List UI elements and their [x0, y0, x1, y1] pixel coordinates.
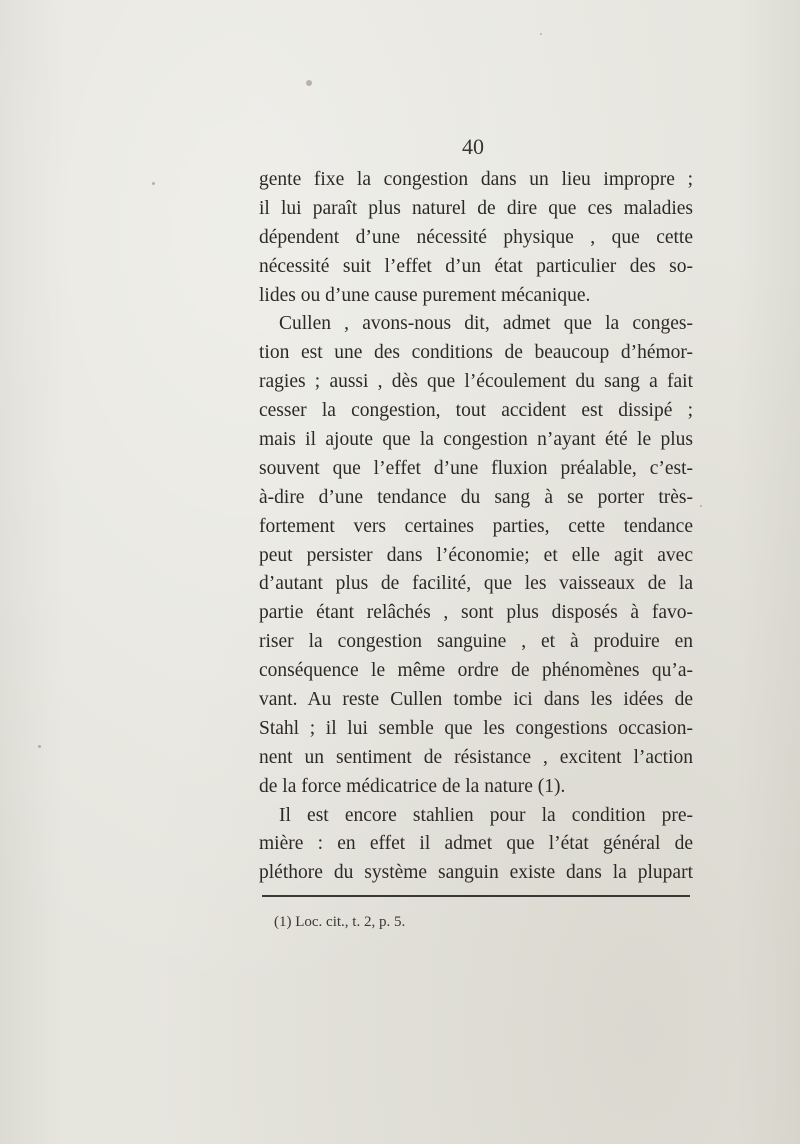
text-line: il lui paraît plus naturel de dire que ces maladies	[259, 197, 693, 219]
text-line: conséquence le même ordre de phénomènes qu’a-	[259, 660, 693, 682]
text-line: vant. Au reste Cullen tombe ici dans les idées de	[259, 689, 693, 711]
text-line: riser la congestion sanguine , et à produire en	[259, 631, 693, 653]
text-line: tion est une des conditions de beaucoup d’hémor-	[259, 342, 693, 364]
body-text	[259, 166, 693, 888]
text-line: dépendent d’une nécessité physique , que cette	[259, 226, 693, 248]
text-line: gente fixe la congestion dans un lieu impropre ;	[259, 169, 693, 190]
text-line: mais il ajoute que la congestion n’ayant été le plus	[259, 429, 693, 451]
text-line: Stahl ; il lui semble que les congestions occasion-	[259, 717, 693, 739]
text-line: nent un sentiment de résistance , excitent l’action	[259, 746, 693, 768]
ink-speck	[38, 745, 41, 748]
text-line: lides ou d’une cause purement mécanique.	[259, 284, 591, 306]
text-line: de la force médicatrice de la nature (1).	[259, 775, 566, 797]
text-line: fortement vers certaines parties, cette tendance	[259, 515, 693, 537]
text-line: nécessité suit l’effet d’un état particulier des so-	[259, 255, 693, 277]
text-line: souvent que l’effet d’une fluxion préalable, c’est-	[259, 457, 693, 479]
text-line: ragies ; aussi , dès que l’écoulement du sang a fait	[259, 371, 693, 393]
ink-speck	[540, 33, 542, 35]
text-line: d’autant plus de facilité, que les vaisseaux de la	[259, 573, 693, 595]
page-number: 40	[462, 134, 484, 159]
text-line: à-dire d’une tendance du sang à se porter très-	[259, 486, 693, 508]
text-line: mière : en effet il admet que l’état général de	[259, 833, 693, 855]
text-line: partie étant relâchés , sont plus disposés à favo-	[259, 602, 693, 624]
ink-speck	[306, 80, 312, 86]
footnote: (1) Loc. cit., t. 2, p. 5.	[274, 914, 406, 930]
ink-speck	[700, 505, 702, 507]
text-line: pléthore du système sanguin existe dans la plupart	[259, 862, 693, 884]
text-line: Il est encore stahlien pour la condition pre-	[279, 804, 693, 826]
text-line: cesser la congestion, tout accident est dissipé ;	[259, 400, 693, 422]
ink-speck	[152, 182, 155, 185]
footnote-divider	[262, 895, 690, 897]
text-line: peut persister dans l’économie; et elle agit avec	[259, 544, 693, 566]
text-line: Cullen , avons-nous dit, admet que la conges-	[279, 313, 693, 335]
